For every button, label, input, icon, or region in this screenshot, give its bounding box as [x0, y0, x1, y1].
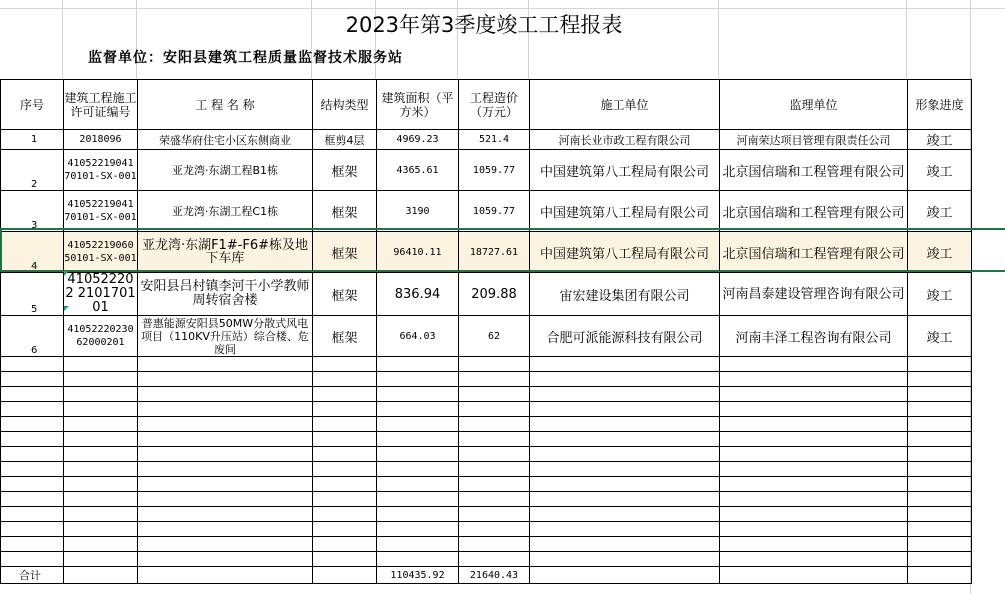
empty-cell[interactable] [459, 462, 530, 477]
total-area[interactable]: 110435.92 [377, 567, 459, 584]
empty-cell[interactable] [908, 552, 972, 567]
empty-cell[interactable] [720, 552, 908, 567]
empty-cell[interactable] [377, 537, 459, 552]
cell-structure[interactable]: 框剪4层 [313, 130, 377, 150]
cell-progress[interactable]: 竣工 [908, 130, 972, 150]
empty-cell[interactable] [138, 462, 313, 477]
empty-row [1, 372, 972, 387]
total-row [1, 567, 972, 584]
empty-cell[interactable] [138, 522, 313, 537]
empty-cell[interactable] [138, 432, 313, 447]
cell-area[interactable]: 4969.23 [377, 130, 459, 150]
empty-cell[interactable] [313, 402, 377, 417]
empty-cell[interactable] [530, 552, 720, 567]
empty-cell[interactable] [908, 357, 972, 372]
empty-cell[interactable] [377, 477, 459, 492]
empty-cell[interactable] [720, 402, 908, 417]
empty-cell[interactable] [138, 552, 313, 567]
empty-cell[interactable] [1, 492, 64, 507]
report-title[interactable]: 2023年第3季度竣工工程报表 [345, 13, 623, 37]
empty-cell[interactable] [138, 477, 313, 492]
empty-cell[interactable] [313, 537, 377, 552]
table-row [1, 150, 972, 191]
empty-cell[interactable] [720, 567, 908, 584]
empty-cell[interactable] [138, 507, 313, 522]
empty-cell[interactable] [1, 522, 64, 537]
empty-cell[interactable] [377, 492, 459, 507]
empty-cell[interactable] [908, 417, 972, 432]
cell-supervisor[interactable]: 北京国信瑞和工程管理有限公司 [720, 191, 908, 232]
empty-cell[interactable] [138, 372, 313, 387]
empty-cell[interactable] [908, 492, 972, 507]
cell-seq[interactable]: 6 [1, 316, 64, 357]
empty-cell[interactable] [313, 522, 377, 537]
empty-cell[interactable] [1, 432, 64, 447]
empty-cell[interactable] [64, 447, 138, 462]
empty-cell[interactable] [720, 477, 908, 492]
cell-permit[interactable]: 41052219041 70101-SX-001 [64, 191, 138, 232]
col-header-contractor[interactable]: 施工单位 [530, 80, 720, 130]
empty-cell[interactable] [530, 432, 720, 447]
cell-structure[interactable]: 框架 [313, 316, 377, 357]
empty-cell[interactable] [138, 357, 313, 372]
col-header-area[interactable]: 建筑面积（平方米） [377, 80, 459, 130]
empty-cell[interactable] [908, 402, 972, 417]
empty-row [1, 552, 972, 567]
empty-cell[interactable] [720, 507, 908, 522]
empty-cell[interactable] [908, 507, 972, 522]
empty-cell[interactable] [64, 372, 138, 387]
empty-cell[interactable] [530, 537, 720, 552]
cell-cost[interactable]: 1059.77 [459, 150, 530, 191]
empty-cell[interactable] [1, 387, 64, 402]
empty-cell[interactable] [1, 357, 64, 372]
empty-cell[interactable] [530, 477, 720, 492]
empty-cell[interactable] [908, 567, 972, 584]
empty-cell[interactable] [377, 507, 459, 522]
cell-contractor[interactable]: 中国建筑第八工程局有限公司 [530, 191, 720, 232]
empty-cell[interactable] [908, 447, 972, 462]
cell-contractor[interactable]: 中国建筑第八工程局有限公司 [530, 232, 720, 273]
empty-cell[interactable] [1, 537, 64, 552]
cell-progress[interactable]: 竣工 [908, 191, 972, 232]
empty-cell[interactable] [908, 387, 972, 402]
empty-cell[interactable] [720, 432, 908, 447]
cell-name[interactable]: 亚龙湾·东湖工程B1栋 [138, 150, 313, 191]
empty-cell[interactable] [530, 462, 720, 477]
supervisor-unit[interactable]: 监督单位：安阳县建筑工程质量监督技术服务站 [88, 50, 403, 66]
empty-cell[interactable] [313, 387, 377, 402]
empty-cell[interactable] [313, 357, 377, 372]
table-row-selected [1, 232, 972, 273]
empty-row [1, 417, 972, 432]
empty-cell[interactable] [138, 417, 313, 432]
empty-cell[interactable] [459, 522, 530, 537]
cell-seq[interactable]: 1 [1, 130, 64, 150]
total-label[interactable]: 合计 [1, 567, 64, 584]
empty-cell[interactable] [530, 372, 720, 387]
empty-cell[interactable] [64, 552, 138, 567]
cell-name[interactable]: 普惠能源安阳县50MW分散式风电项目（110KV升压站）综合楼、危废间 [138, 316, 313, 357]
empty-cell[interactable] [720, 462, 908, 477]
empty-cell[interactable] [64, 402, 138, 417]
empty-cell[interactable] [64, 507, 138, 522]
header-row [1, 80, 972, 130]
empty-cell[interactable] [1, 552, 64, 567]
empty-cell[interactable] [459, 507, 530, 522]
empty-cell[interactable] [138, 492, 313, 507]
empty-cell[interactable] [908, 522, 972, 537]
cell-structure[interactable]: 框架 [313, 191, 377, 232]
empty-cell[interactable] [530, 357, 720, 372]
empty-cell[interactable] [530, 387, 720, 402]
empty-cell[interactable] [459, 477, 530, 492]
empty-cell[interactable] [459, 357, 530, 372]
empty-cell[interactable] [459, 492, 530, 507]
cell-permit[interactable]: 41052220230 62000201 [64, 316, 138, 357]
empty-cell[interactable] [138, 537, 313, 552]
empty-row [1, 522, 972, 537]
report-table [0, 79, 972, 584]
empty-row [1, 447, 972, 462]
cell-permit[interactable]: 410522202 210170101 [65, 272, 136, 315]
cell-name[interactable]: 亚龙湾·东湖工程C1栋 [138, 191, 313, 232]
cell-area[interactable]: 3190 [377, 191, 459, 232]
col-header-cost[interactable]: 工程造价（万元） [459, 80, 530, 130]
cell-cost[interactable]: 521.4 [459, 130, 530, 150]
cell-supervisor[interactable]: 河南丰泽工程咨询有限公司 [720, 316, 908, 357]
empty-cell[interactable] [720, 492, 908, 507]
empty-cell[interactable] [459, 432, 530, 447]
cell-area[interactable]: 836.94 [377, 273, 459, 316]
empty-cell[interactable] [313, 372, 377, 387]
empty-cell[interactable] [64, 432, 138, 447]
empty-cell[interactable] [377, 387, 459, 402]
empty-cell[interactable] [459, 417, 530, 432]
empty-cell[interactable] [530, 402, 720, 417]
cell-seq[interactable]: 2 [1, 150, 64, 191]
table-row [1, 316, 972, 357]
empty-cell[interactable] [720, 417, 908, 432]
empty-cell[interactable] [459, 537, 530, 552]
table-row [1, 130, 972, 150]
empty-row [1, 462, 972, 477]
empty-cell[interactable] [720, 522, 908, 537]
empty-cell[interactable] [908, 462, 972, 477]
cell-seq[interactable]: 4 [1, 232, 64, 273]
col-header-supervisor[interactable]: 监理单位 [720, 80, 908, 130]
cell-supervisor[interactable]: 北京国信瑞和工程管理有限公司 [720, 150, 908, 191]
empty-cell[interactable] [720, 387, 908, 402]
cell-area[interactable]: 4365.61 [377, 150, 459, 191]
empty-cell[interactable] [377, 402, 459, 417]
empty-cell[interactable] [313, 492, 377, 507]
empty-cell[interactable] [64, 492, 138, 507]
total-cost[interactable]: 21640.43 [459, 567, 530, 584]
empty-cell[interactable] [1, 462, 64, 477]
cell-supervisor[interactable]: 北京国信瑞和工程管理有限公司 [720, 232, 908, 273]
empty-cell[interactable] [64, 417, 138, 432]
empty-row [1, 507, 972, 522]
cell-name[interactable]: 荣盛华府住宅小区东侧商业 [138, 130, 313, 150]
table-row [1, 191, 972, 232]
empty-cell[interactable] [64, 387, 138, 402]
empty-cell[interactable] [908, 477, 972, 492]
empty-cell[interactable] [459, 387, 530, 402]
empty-cell[interactable] [530, 567, 720, 584]
empty-row [1, 402, 972, 417]
empty-cell[interactable] [1, 477, 64, 492]
empty-cell[interactable] [1, 447, 64, 462]
empty-cell[interactable] [64, 357, 138, 372]
cell-supervisor[interactable]: 河南荣达项目管理有限责任公司 [720, 130, 908, 150]
empty-cell[interactable] [377, 432, 459, 447]
cell-cost[interactable]: 209.88 [459, 273, 530, 316]
col-header-seq[interactable]: 序号 [1, 80, 64, 130]
cell-seq[interactable]: 3 [1, 191, 64, 232]
cell-area[interactable]: 96410.11 [377, 232, 459, 273]
empty-cell[interactable] [377, 417, 459, 432]
empty-cell[interactable] [377, 372, 459, 387]
empty-cell[interactable] [138, 387, 313, 402]
cell-name[interactable]: 亚龙湾·东湖F1#-F6#栋及地下车库 [138, 232, 313, 273]
cell-cost[interactable]: 18727.61 [459, 232, 530, 273]
empty-row [1, 537, 972, 552]
empty-cell[interactable] [138, 402, 313, 417]
empty-cell[interactable] [313, 507, 377, 522]
empty-cell[interactable] [530, 417, 720, 432]
cell-area[interactable]: 664.03 [377, 316, 459, 357]
empty-cell[interactable] [530, 522, 720, 537]
empty-cell[interactable] [64, 537, 138, 552]
table-row [1, 273, 972, 316]
cell-progress[interactable]: 竣工 [908, 273, 972, 316]
cell-structure[interactable]: 框架 [313, 232, 377, 273]
cell-name[interactable]: 安阳县吕村镇李河干小学教师周转宿舍楼 [138, 273, 313, 316]
empty-cell[interactable] [1, 402, 64, 417]
empty-cell[interactable] [530, 492, 720, 507]
empty-cell[interactable] [530, 507, 720, 522]
cell-cost[interactable]: 62 [459, 316, 530, 357]
cell-permit[interactable]: 41052219060 50101-SX-001 [64, 232, 138, 273]
empty-cell[interactable] [138, 447, 313, 462]
empty-cell[interactable] [720, 447, 908, 462]
empty-cell[interactable] [377, 447, 459, 462]
empty-cell[interactable] [377, 522, 459, 537]
empty-cell[interactable] [313, 552, 377, 567]
empty-cell[interactable] [313, 567, 377, 584]
cell-progress[interactable]: 竣工 [908, 150, 972, 191]
empty-cell[interactable] [64, 522, 138, 537]
cell-contractor[interactable]: 合肥可派能源科技有限公司 [530, 316, 720, 357]
empty-row [1, 432, 972, 447]
empty-cell[interactable] [377, 552, 459, 567]
cell-permit[interactable]: 41052219041 70101-SX-001 [64, 150, 138, 191]
empty-cell[interactable] [1, 417, 64, 432]
cell-structure[interactable]: 框架 [313, 150, 377, 191]
empty-cell[interactable] [720, 357, 908, 372]
empty-cell[interactable] [530, 447, 720, 462]
cell-permit[interactable]: 2018096 [64, 130, 138, 150]
empty-cell[interactable] [313, 417, 377, 432]
empty-row [1, 492, 972, 507]
empty-cell[interactable] [459, 402, 530, 417]
empty-cell[interactable] [377, 357, 459, 372]
empty-row [1, 357, 972, 372]
empty-cell[interactable] [313, 477, 377, 492]
cell-progress[interactable]: 竣工 [908, 232, 972, 273]
cell-supervisor[interactable]: 河南昌泰建设管理咨询有限公司 [720, 273, 908, 316]
empty-cell[interactable] [908, 432, 972, 447]
cell-contractor[interactable]: 中国建筑第八工程局有限公司 [530, 150, 720, 191]
empty-cell[interactable] [908, 372, 972, 387]
col-header-name[interactable]: 工 程 名 称 [138, 80, 313, 130]
empty-cell[interactable] [313, 447, 377, 462]
cell-structure[interactable]: 框架 [313, 273, 377, 316]
empty-cell[interactable] [908, 537, 972, 552]
empty-cell[interactable] [313, 462, 377, 477]
col-header-progress[interactable]: 形象进度 [908, 80, 972, 130]
empty-cell[interactable] [720, 372, 908, 387]
empty-cell[interactable] [459, 447, 530, 462]
empty-cell[interactable] [459, 552, 530, 567]
empty-cell[interactable] [64, 567, 138, 584]
empty-cell[interactable] [313, 432, 377, 447]
cell-contractor[interactable]: 河南长业市政工程有限公司 [530, 130, 720, 150]
cell-cost[interactable]: 1059.77 [459, 191, 530, 232]
error-indicator-icon [64, 271, 69, 276]
cell-progress[interactable]: 竣工 [908, 316, 972, 357]
empty-cell[interactable] [377, 462, 459, 477]
empty-cell[interactable] [64, 477, 138, 492]
empty-cell[interactable] [64, 462, 138, 477]
empty-cell[interactable] [138, 567, 313, 584]
cell-contractor[interactable]: 宙宏建设集团有限公司 [530, 273, 720, 316]
empty-cell[interactable] [1, 507, 64, 522]
empty-row [1, 477, 972, 492]
empty-cell[interactable] [720, 537, 908, 552]
empty-cell[interactable] [1, 372, 64, 387]
col-header-structure[interactable]: 结构类型 [313, 80, 377, 130]
cell-seq[interactable]: 5 [1, 273, 64, 316]
empty-row [1, 387, 972, 402]
col-header-permit[interactable]: 建筑工程施工许可证编号 [64, 80, 138, 130]
empty-cell[interactable] [459, 372, 530, 387]
error-indicator-icon [64, 306, 69, 311]
